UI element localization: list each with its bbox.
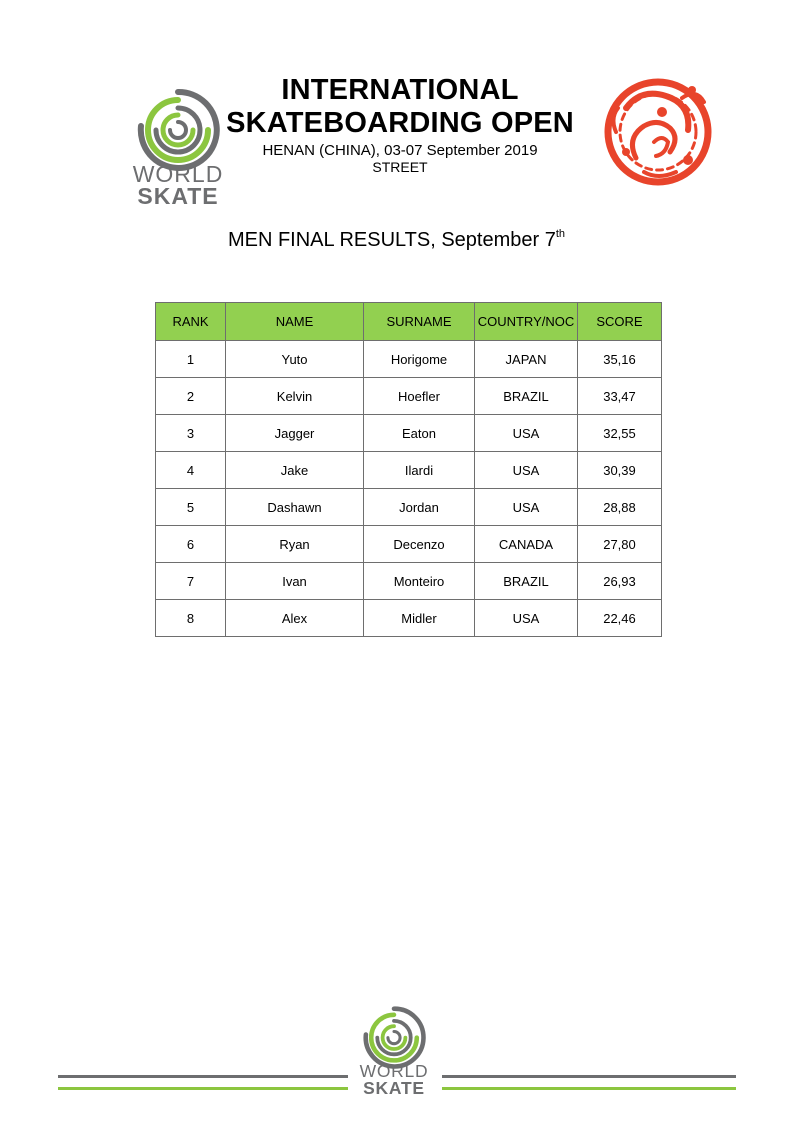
- cell-surname: Monteiro: [364, 563, 475, 600]
- cell-score: 32,55: [578, 415, 662, 452]
- cell-name: Ryan: [226, 526, 364, 563]
- cell-country: CANADA: [475, 526, 578, 563]
- footer-divider-green-left: [58, 1087, 348, 1090]
- results-heading-ordinal-suffix: th: [555, 228, 566, 240]
- logo-word-world: WORLD: [132, 161, 224, 187]
- results-heading-text: MEN FINAL RESULTS, September 7: [227, 229, 556, 251]
- table-row: [156, 526, 662, 563]
- cell-rank: 4: [156, 452, 226, 489]
- footer-logo-word-skate: SKATE: [363, 1077, 425, 1096]
- event-header: [200, 74, 600, 175]
- world-skate-footer-swirl-icon: [366, 1009, 424, 1067]
- cell-name: Jake: [226, 452, 364, 489]
- results-heading: [0, 228, 793, 252]
- event-title-line-2: SKATEBOARDING OPEN: [226, 107, 574, 139]
- cell-score: 35,16: [578, 341, 662, 378]
- cell-surname: Decenzo: [364, 526, 475, 563]
- table-row: [156, 378, 662, 415]
- cell-country: USA: [475, 415, 578, 452]
- cell-surname: Jordan: [364, 489, 475, 526]
- footer-logo-word-world: WORLD: [359, 1061, 429, 1082]
- cell-country: USA: [475, 489, 578, 526]
- cell-rank: 3: [156, 415, 226, 452]
- cell-country: USA: [475, 600, 578, 637]
- table-row: [156, 415, 662, 452]
- cell-surname: Eaton: [364, 415, 475, 452]
- results-table: [155, 302, 662, 637]
- footer-divider-green-right: [442, 1087, 736, 1090]
- event-discipline: STREET: [372, 159, 428, 175]
- footer-divider-gray-right: [442, 1075, 736, 1078]
- table-row: [156, 600, 662, 637]
- table-row: [156, 563, 662, 600]
- cell-country: BRAZIL: [475, 563, 578, 600]
- cell-country: BRAZIL: [475, 378, 578, 415]
- phoenix-emblem-icon: [596, 68, 720, 192]
- cell-score: 26,93: [578, 563, 662, 600]
- cell-name: Alex: [226, 600, 364, 637]
- cell-name: Ivan: [226, 563, 364, 600]
- column-header-surname: SURNAME: [364, 303, 475, 341]
- event-title-line-1: INTERNATIONAL: [281, 74, 519, 106]
- column-header-country: COUNTRY/NOC: [475, 303, 578, 341]
- cell-name: Jagger: [226, 415, 364, 452]
- cell-rank: 7: [156, 563, 226, 600]
- cell-surname: Ilardi: [364, 452, 475, 489]
- cell-country: JAPAN: [475, 341, 578, 378]
- table-header-row: [156, 303, 662, 341]
- table-row: [156, 341, 662, 378]
- table-row: [156, 489, 662, 526]
- cell-rank: 8: [156, 600, 226, 637]
- cell-surname: Hoefler: [364, 378, 475, 415]
- cell-score: 28,88: [578, 489, 662, 526]
- cell-score: 27,80: [578, 526, 662, 563]
- cell-name: Yuto: [226, 341, 364, 378]
- cell-rank: 5: [156, 489, 226, 526]
- cell-score: 30,39: [578, 452, 662, 489]
- cell-rank: 1: [156, 341, 226, 378]
- cell-rank: 6: [156, 526, 226, 563]
- event-location-dates: HENAN (CHINA), 03-07 September 2019: [262, 142, 538, 159]
- cell-country: USA: [475, 452, 578, 489]
- cell-surname: Midler: [364, 600, 475, 637]
- logo-word-skate: SKATE: [137, 183, 219, 206]
- world-skate-footer-logo: [356, 1002, 432, 1096]
- column-header-name: NAME: [226, 303, 364, 341]
- column-header-score: SCORE: [578, 303, 662, 341]
- cell-surname: Horigome: [364, 341, 475, 378]
- table-row: [156, 452, 662, 489]
- cell-score: 22,46: [578, 600, 662, 637]
- column-header-rank: RANK: [156, 303, 226, 341]
- cell-name: Kelvin: [226, 378, 364, 415]
- cell-rank: 2: [156, 378, 226, 415]
- footer-divider-gray-left: [58, 1075, 348, 1078]
- cell-name: Dashawn: [226, 489, 364, 526]
- cell-score: 33,47: [578, 378, 662, 415]
